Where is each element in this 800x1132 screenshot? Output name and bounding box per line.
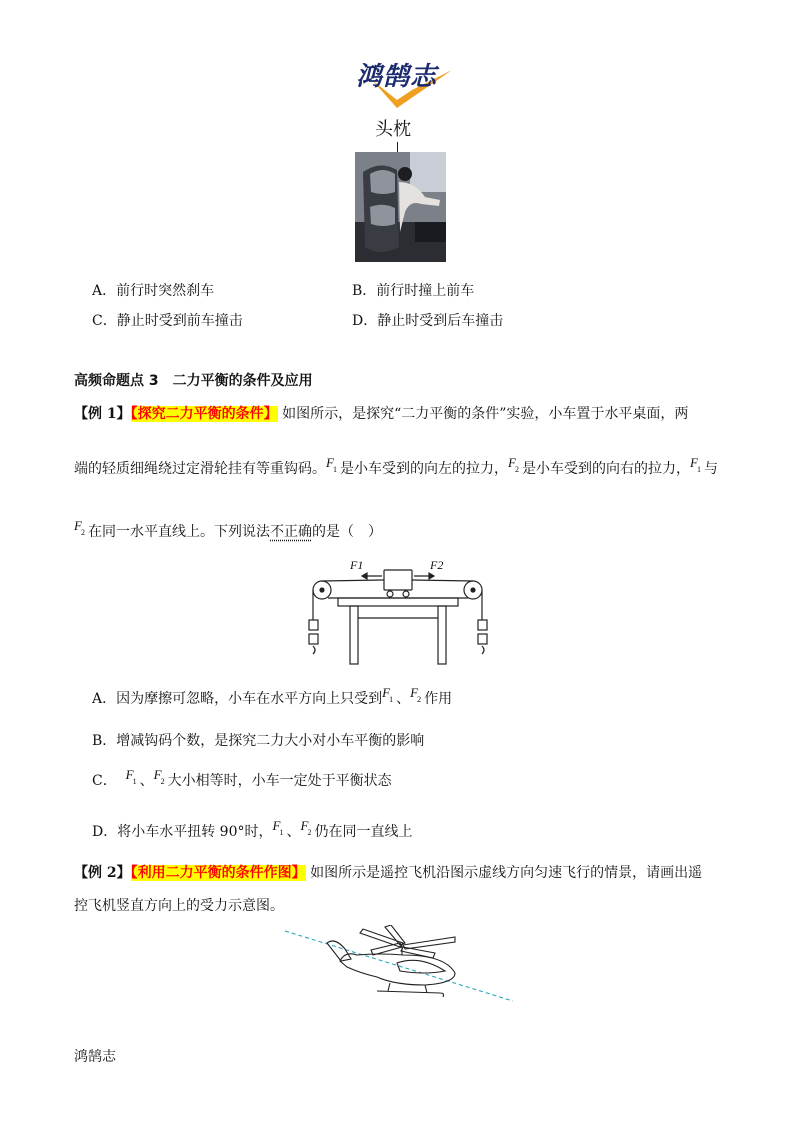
- example1-line2: [74, 455, 718, 479]
- f1-symbol: F 1: [382, 685, 394, 704]
- option-d: [352, 311, 503, 331]
- question-text: 如图所示是遥控飞机沿图示虚线方向匀速飞行的情景，请画出遥: [310, 865, 703, 881]
- separator: 、: [286, 824, 301, 840]
- f2-symbol: F 2: [508, 455, 519, 474]
- question-text: 的是（ ）: [312, 524, 382, 540]
- f1-symbol: F 1: [125, 767, 137, 786]
- option-text: 静止时受到前车撞击: [116, 313, 243, 329]
- question-text: 是小车受到的向左的拉力，: [340, 461, 508, 477]
- option-text: 前行时撞上前车: [376, 283, 475, 299]
- section-title: 高频命题点 3 二力平衡的条件及应用: [74, 373, 313, 389]
- example-tag: 【例 2】: [74, 865, 131, 881]
- option-text: 前行时突然刹车: [116, 283, 215, 299]
- force-label-left: F1: [350, 558, 364, 572]
- option-text: 作用: [424, 691, 453, 707]
- example1-line1: [74, 404, 688, 424]
- logo-text: 鸿鹄志: [356, 62, 438, 92]
- option-text: 增减钩码个数，是探究二力大小对小车平衡的影响: [116, 733, 425, 749]
- option-text: 仍在同一直线上: [314, 824, 413, 840]
- example2-line1: [74, 863, 702, 883]
- option-letter: D．: [92, 824, 118, 840]
- f2-symbol: F 2: [153, 767, 165, 786]
- topic-highlight: 【利用二力平衡的条件作图】: [130, 865, 306, 881]
- car-seat-photo: [355, 152, 446, 262]
- question-text: 如图所示，是探究“二力平衡的条件”实验，小车置于水平桌面，两: [282, 406, 689, 422]
- helicopter-figure: [285, 925, 515, 1007]
- option-a: [92, 281, 214, 301]
- example2-line2: [74, 896, 284, 916]
- separator: 、: [139, 773, 154, 789]
- option-text: 将小车水平扭转 90°时，: [117, 824, 273, 840]
- example1-option-a: [92, 685, 453, 709]
- question-text: 是小车受到的向右的拉力，: [522, 461, 690, 477]
- example1-option-c: [92, 767, 392, 791]
- question-text: 控飞机竖直方向上的受力示意图。: [74, 898, 284, 914]
- option-c: [92, 311, 243, 331]
- force-label-right: F2: [430, 558, 444, 572]
- emphasis-text: 不正确: [270, 524, 312, 540]
- option-b: [352, 281, 474, 301]
- option-letter: D．: [352, 313, 378, 329]
- brand-logo: [352, 50, 467, 112]
- pulley-table-figure: [300, 558, 495, 670]
- option-letter: B．: [92, 733, 117, 749]
- option-letter: A．: [92, 283, 117, 299]
- question-text: 端的轻质细绳绕过定滑轮挂有等重钩码。: [74, 461, 326, 477]
- separator: 、: [396, 691, 411, 707]
- example-tag: 【例 1】: [74, 406, 131, 422]
- footer-text: 鸿鹄志: [74, 1049, 116, 1065]
- example1-line3: [74, 518, 382, 542]
- f2-symbol: F 2: [300, 818, 312, 837]
- f2-symbol: F 2: [410, 685, 422, 704]
- f1-symbol: F 1: [326, 455, 337, 474]
- option-letter: B．: [352, 283, 377, 299]
- option-text: 静止时受到后车撞击: [377, 313, 504, 329]
- f2-symbol: F 2: [74, 518, 85, 537]
- option-letter: A．: [92, 691, 117, 707]
- option-letter: C．: [92, 313, 117, 329]
- question-text: 与: [704, 461, 718, 477]
- f1-symbol: F 1: [272, 818, 284, 837]
- f1-symbol: F 1: [690, 455, 701, 474]
- example1-option-d: [92, 818, 413, 842]
- topic-highlight: 【探究二力平衡的条件】: [130, 406, 278, 422]
- example1-option-b: [92, 731, 424, 751]
- option-letter: C．: [92, 773, 117, 789]
- headrest-label: 头枕: [375, 119, 411, 140]
- question-text: 在同一水平直线上。下列说法: [88, 524, 270, 540]
- option-text: 因为摩擦可忽略，小车在水平方向上只受到: [116, 691, 383, 707]
- option-text: 大小相等时，小车一定处于平衡状态: [167, 773, 392, 789]
